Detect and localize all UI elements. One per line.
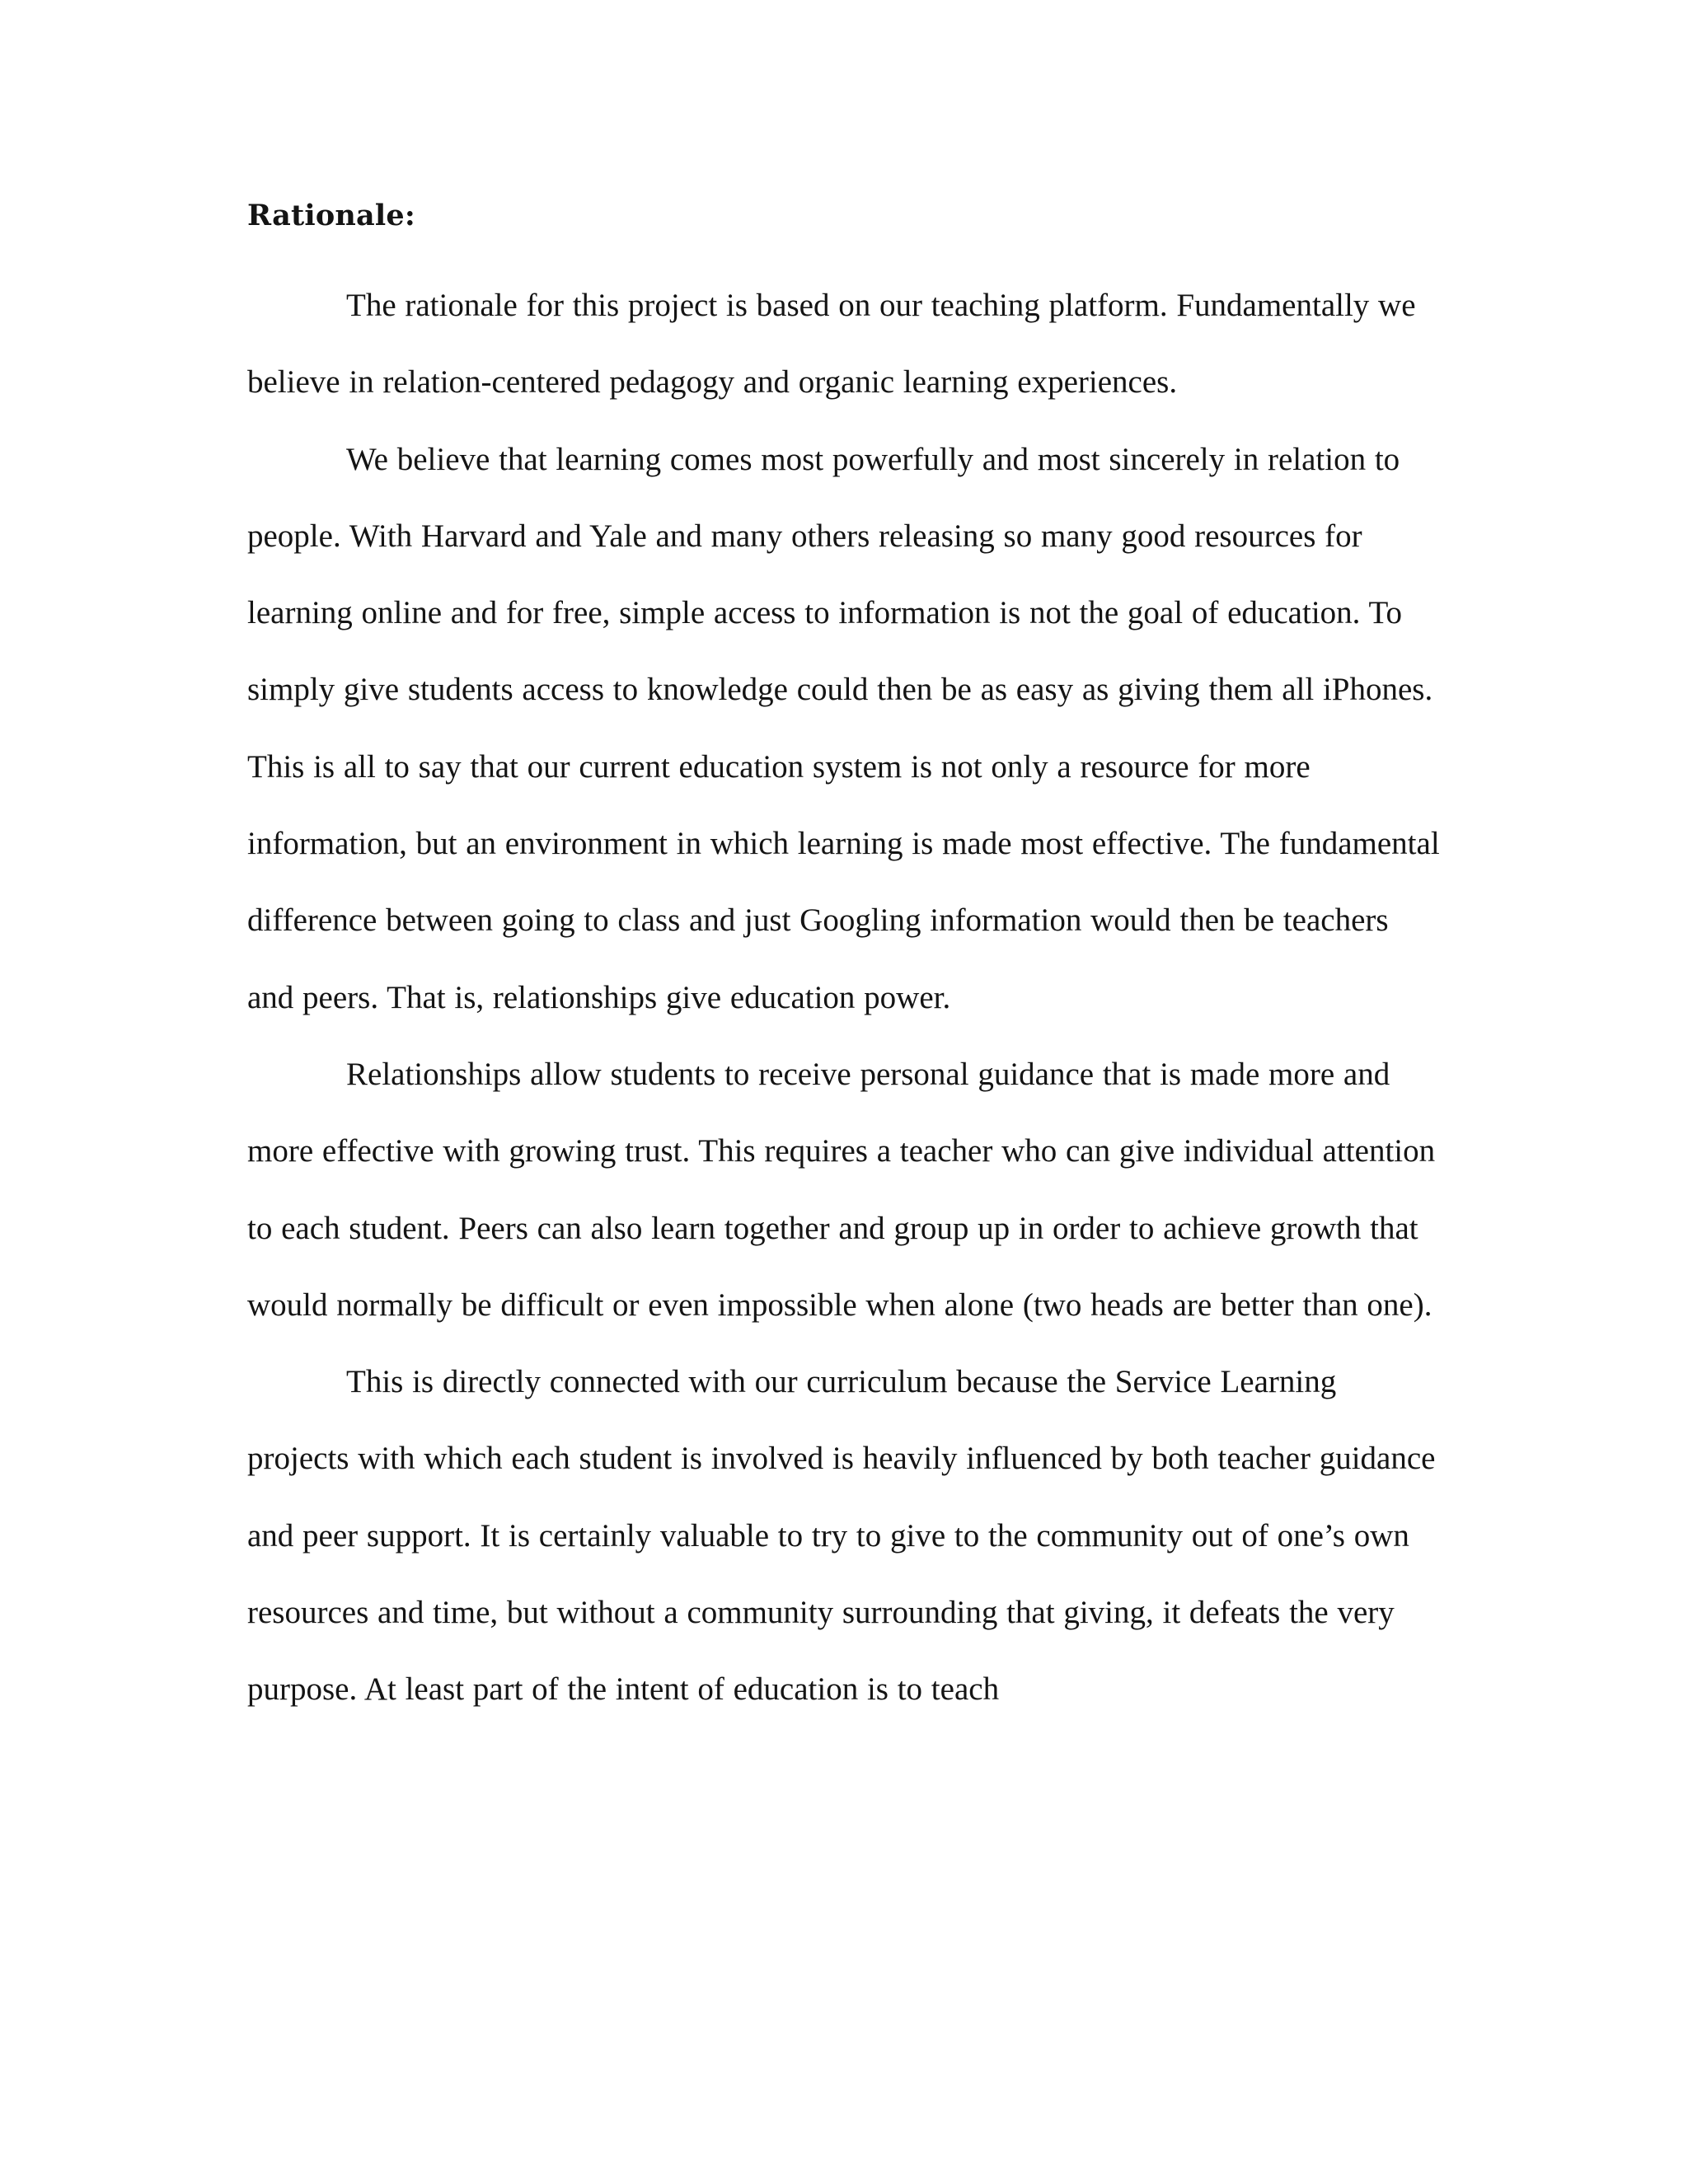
paragraph-1: The rationale for this project is based on our teaching platform. Fundamentally we believe in relation-centered pedagogy and organic learning experiences. (247, 288, 1416, 401)
paragraph-2: We believe that learning comes most powerfully and most sincerely in relation to people. With Harvard and Yale and many others releasing so many good resources for learning online and for free, simple access to information is not the goal of education. To simply give students access to knowledge could then be as easy as giving them all iPhones. This is all to say that our current education system is not only a resource for more information, but an environment in which learning is made most effective. The fundamental difference between going to class and just Googling information would then be teachers and peers. That is, relationships give education power. (247, 441, 1440, 1015)
paragraph-3: Relationships allow students to receive personal guidance that is made more and more effective with growing trust. This requires a teacher who can give individual attention to each student. Peers can also learn together and group up in order to achieve growth that would normally be difficult or even impossible when alone (two heads are better than one). (247, 1056, 1436, 1323)
paragraph-4: This is directly connected with our curriculum because the Service Learning projects with which each student is involved is heavily influenced by both teacher guidance and peer support. It is certainly valuable to try to give to the community out of one’s own resources and time, but without a community surrounding that giving, it defeats the very purpose. At least part of the intent of education is to teach (247, 1364, 1436, 1708)
document-body (247, 191, 1442, 1728)
section-heading: Rationale: (247, 199, 415, 232)
